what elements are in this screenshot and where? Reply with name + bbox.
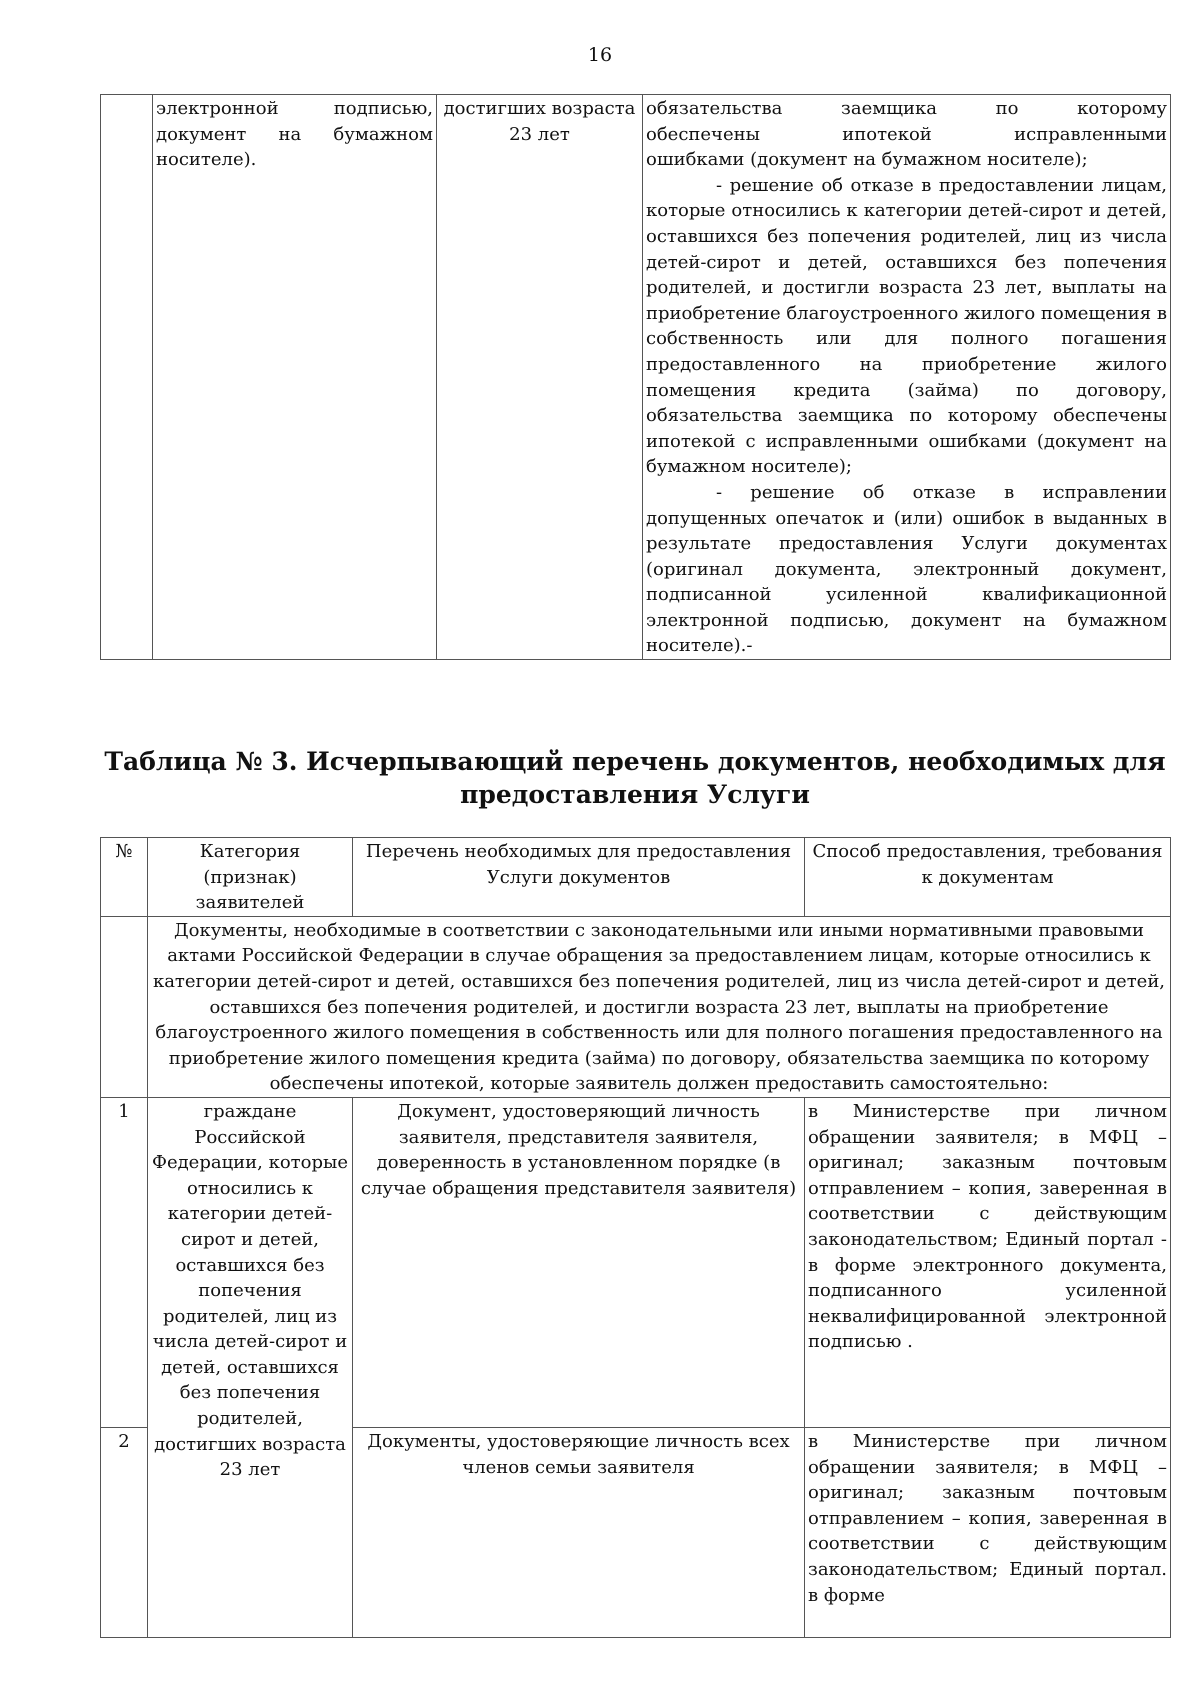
submission-method: в Министерстве при личном обращении заявителя; в МФЦ – оригинал; заказным почтовым отправлением – копия, заверенная в соответствии с действующим законодательством; Единый портал. в форме (805, 1427, 1171, 1637)
header-documents: Перечень необходимых для предоставления Услуги документов (353, 838, 805, 917)
section-title: Таблица № 3. Исчерпывающий перечень документов, необходимых для предоставления Услуги (104, 747, 1166, 809)
intro-row (101, 916, 1171, 1097)
intro-text: Документы, необходимые в соответствии с законодательными или иными нормативными правовыми актами Российской Федерации в случае обращения за предоставлением лицам, которые относились к категории детей-сирот и детей, оставшихся без попечения родителей, лиц из числа детей-сирот и детей, оставшихся без попечения родителей, и достигли возраста 23 лет, выплаты на приобретение благоустроенного жилого помещения в собственность или для полного погашения предоставленного на приобретение жилого помещения кредита (займа) по договору, обязательства заемщика по которому обеспечены ипотекой, которые заявитель должен предоставить самостоятельно: (148, 916, 1171, 1097)
continuation-cell-age: достигших возраста 23 лет (437, 95, 643, 660)
header-method: Способ предоставления, требования к документам (805, 838, 1171, 917)
continuation-cell-decisions: обязательства заемщика по которому обеспечены ипотекой исправленными ошибками (документ на бумажном носителе); - решение об отказе в предоставлении лицам, которые относились к категории детей-сирот и детей, оставшихся без попечения родителей, лиц из числа детей-сирот и детей, оставшихся без попечения родителей, и достигли возраста 23 лет, выплаты на приобретение благоустроенного жилого помещения в собственность или для полного погашения предоставленного на приобретение жилого помещения кредита (займа) по договору, обязательства заемщика по которому обеспечены ипотекой с исправленными ошибками (документ на бумажном носителе); - решение об отказе в исправлении допущенных опечаток и (или) ошибок в выданных в результате предоставления Услуги документах (оригинал документа, электронный документ, подписанной усиленной квалификационной электронной подписью, документ на бумажном носителе).- (643, 95, 1171, 660)
continuation-cell-signature: электронной подписью, документ на бумажном носителе). (153, 95, 437, 660)
submission-method: в Министерстве при личном обращении заявителя; в МФЦ – оригинал; заказным почтовым отправлением – копия, заверенная в соответствии с действующим законодательством; Единый портал - в форме электронного документа, подписанного усиленной неквалифицированной электронной подписью . (805, 1097, 1171, 1427)
continuation-table (100, 94, 1171, 660)
empty-number-cell (101, 95, 153, 660)
header-number: № (101, 838, 148, 917)
correction-refusal-paragraph: - решение об отказе в исправлении допущенных опечаток и (или) ошибок в выданных в результате предоставления Услуги документах (оригинал документа, электронный документ, подписанной усиленной квалификационной электронной подписью, документ на бумажном носителе).- (646, 481, 1167, 657)
required-document: Документ, удостоверяющий личность заявителя, представителя заявителя, доверенность в установленном порядке (в случае обращения представителя заявителя) (353, 1097, 805, 1427)
page-number: 16 (587, 44, 613, 66)
table-header-row (101, 838, 1171, 917)
required-document: Документы, удостоверяющие личность всех членов семьи заявителя (353, 1427, 805, 1637)
header-category: Категория (признак) заявителей (148, 838, 353, 917)
intro-empty-cell (101, 916, 148, 1097)
applicant-category: граждане Российской Федерации, которые относились к категории детей-сирот и детей, оставшихся без попечения родителей, лиц из числа детей-сирот и детей, оставшихся без попечения родителей, достигших возраста 23 лет (148, 1097, 353, 1637)
refusal-decision-paragraph: - решение об отказе в предоставлении лицам, которые относились к категории детей-сирот и детей, оставшихся без попечения родителей, лиц из числа детей-сирот и детей, оставшихся без попечения родителей, и достигли возраста 23 лет, выплаты на приобретение благоустроенного жилого помещения в собственность или для полного погашения предоставленного на приобретение жилого помещения кредита (займа) по договору, обязательства заемщика по которому обеспечены ипотекой с исправленными ошибками (документ на бумажном носителе); (646, 174, 1167, 478)
row-number: 2 (101, 1427, 148, 1637)
table-row (101, 1097, 1171, 1427)
row-number: 1 (101, 1097, 148, 1427)
documents-table (100, 837, 1171, 1638)
